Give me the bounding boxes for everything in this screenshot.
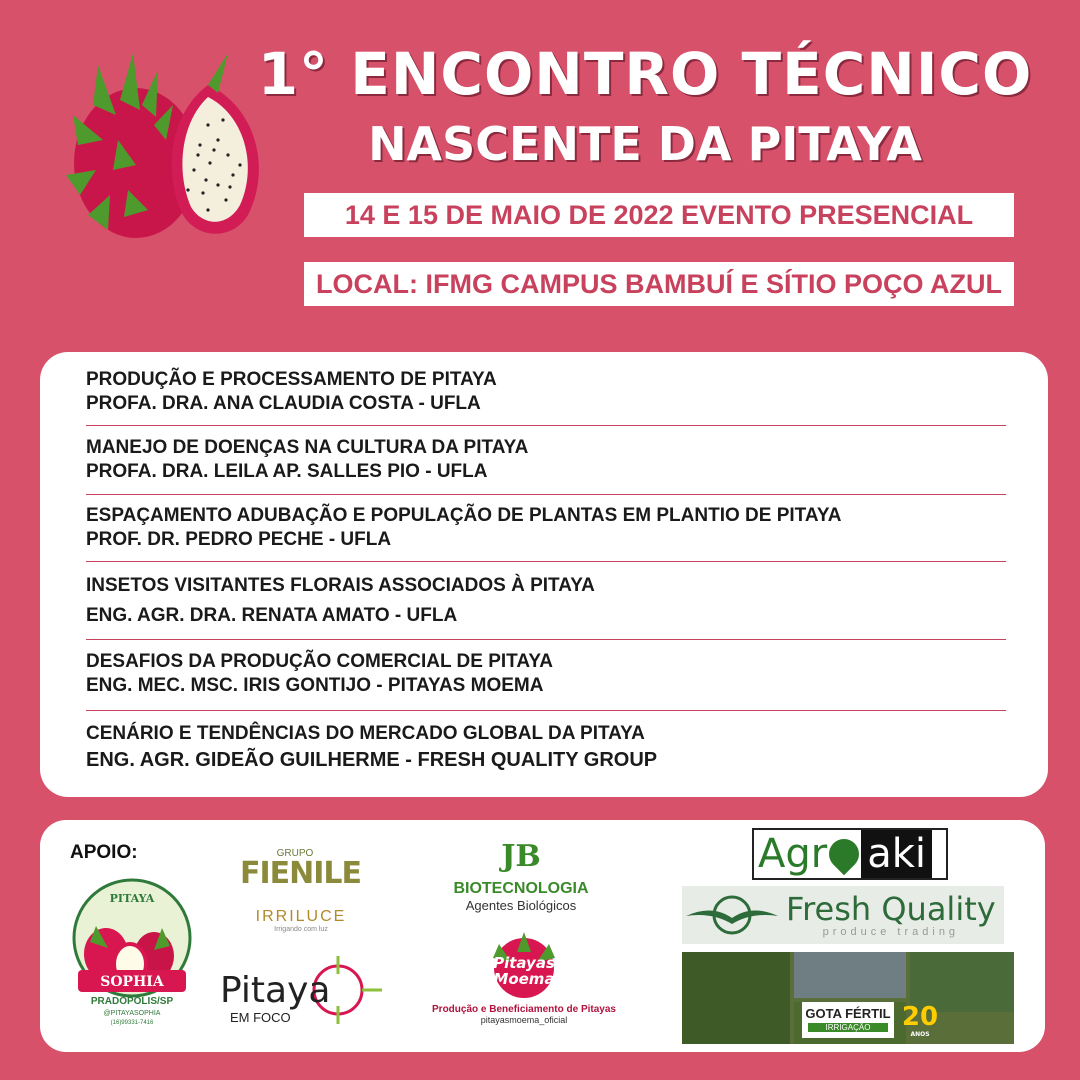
grupo-fienile-logo: GRUPO FIENILE xyxy=(240,848,362,891)
talk-divider xyxy=(86,425,1006,426)
support-panel xyxy=(40,820,1045,1052)
sophia-name: SOPHIA xyxy=(100,974,164,990)
moema-line1: Pitayas xyxy=(493,954,555,972)
talk-item xyxy=(86,504,1006,552)
event-date-banner: 14 E 15 DE MAIO DE 2022 EVENTO PRESENCIAL xyxy=(304,193,1014,237)
sprinkler-photo xyxy=(794,952,906,998)
talk-speaker: PROF. DR. PEDRO PECHE - UFLA xyxy=(86,529,392,550)
agroaki-logo: Agr aki xyxy=(752,828,948,880)
talk-speaker: PROFA. DRA. ANA CLAUDIA COSTA - UFLA xyxy=(86,393,481,414)
gota-fertil-label: GOTA FÉRTIL IRRIGAÇÃO xyxy=(802,1002,894,1038)
talks-panel xyxy=(40,352,1048,797)
talk-item xyxy=(86,368,1006,416)
irrigation-photo xyxy=(682,952,790,1044)
talk-divider xyxy=(86,710,1006,711)
talk-title: CENÁRIO E TENDÊNCIAS DO MERCADO GLOBAL DA PITAYA xyxy=(86,723,645,744)
event-subtitle: NASCENTE DA PITAYA xyxy=(368,117,922,171)
pitaya-em-foco-name: Pitaya xyxy=(220,970,331,1011)
talk-title: MANEJO DE DOENÇAS NA CULTURA DA PITAYA xyxy=(86,437,529,458)
talk-speaker: ENG. MEC. MSC. IRIS GONTIJO - PITAYAS MOEMA xyxy=(86,675,544,696)
talk-speaker: ENG. AGR. GIDEÃO GUILHERME - FRESH QUALITY GROUP xyxy=(86,749,658,771)
anniversary-badge: 20 ANOS xyxy=(901,1002,939,1038)
talk-divider xyxy=(86,639,1006,640)
talk-item xyxy=(86,722,1006,772)
support-label: APOIO: xyxy=(70,842,138,863)
talk-divider xyxy=(86,494,1006,495)
sophia-city: PRADÓPOLIS/SP xyxy=(90,996,174,1007)
talk-item xyxy=(86,436,1006,484)
talk-speaker: ENG. AGR. DRA. RENATA AMATO - UFLA xyxy=(86,605,458,626)
pitaya-em-foco-logo xyxy=(220,956,390,1036)
talk-title: INSETOS VISITANTES FLORAIS ASSOCIADOS À PITAYA xyxy=(86,575,595,596)
map-pin-icon xyxy=(823,833,865,875)
pitayas-moema-logo: Pitayas Moema Produção e Beneficiamento de Pitayas pitayasmoema_oficial xyxy=(424,932,624,1044)
bird-icon xyxy=(682,890,782,940)
event-location-banner: LOCAL: IFMG CAMPUS BAMBUÍ E SÍTIO POÇO AZUL xyxy=(304,262,1014,306)
talk-divider xyxy=(86,561,1006,562)
talk-speaker: PROFA. DRA. LEILA AP. SALLES PIO - UFLA xyxy=(86,461,488,482)
fresh-quality-logo: Fresh Quality produce trading xyxy=(682,886,1004,944)
talk-title: ESPAÇAMENTO ADUBAÇÃO E POPULAÇÃO DE PLANTAS EM PLANTIO DE PITAYA xyxy=(86,505,842,526)
event-title: 1° ENCONTRO TÉCNICO xyxy=(257,40,1033,108)
sophia-handle: @PITAYASOPHIA xyxy=(103,1010,161,1017)
pitaya-em-foco-sub: EM FOCO xyxy=(230,1010,291,1025)
gota-fertil-banner xyxy=(682,952,1014,1044)
pitaya-fruit-illustration xyxy=(58,45,273,245)
pitaya-sophia-logo xyxy=(66,876,198,1028)
irriluce-logo: IRRILUCE Irrigando com luz xyxy=(255,908,347,933)
talk-title: DESAFIOS DA PRODUÇÃO COMERCIAL DE PITAYA xyxy=(86,651,553,672)
talk-title: PRODUÇÃO E PROCESSAMENTO DE PITAYA xyxy=(86,369,497,390)
jb-biotecnologia-logo: JB BIOTECNOLOGIA Agentes Biológicos xyxy=(453,839,589,913)
talk-item xyxy=(86,650,1006,698)
sophia-phone: (16)99331-7416 xyxy=(110,1020,154,1026)
talk-item xyxy=(86,574,1006,628)
moema-line2: Moema xyxy=(493,970,555,988)
sophia-top: PITAYA xyxy=(109,892,155,905)
